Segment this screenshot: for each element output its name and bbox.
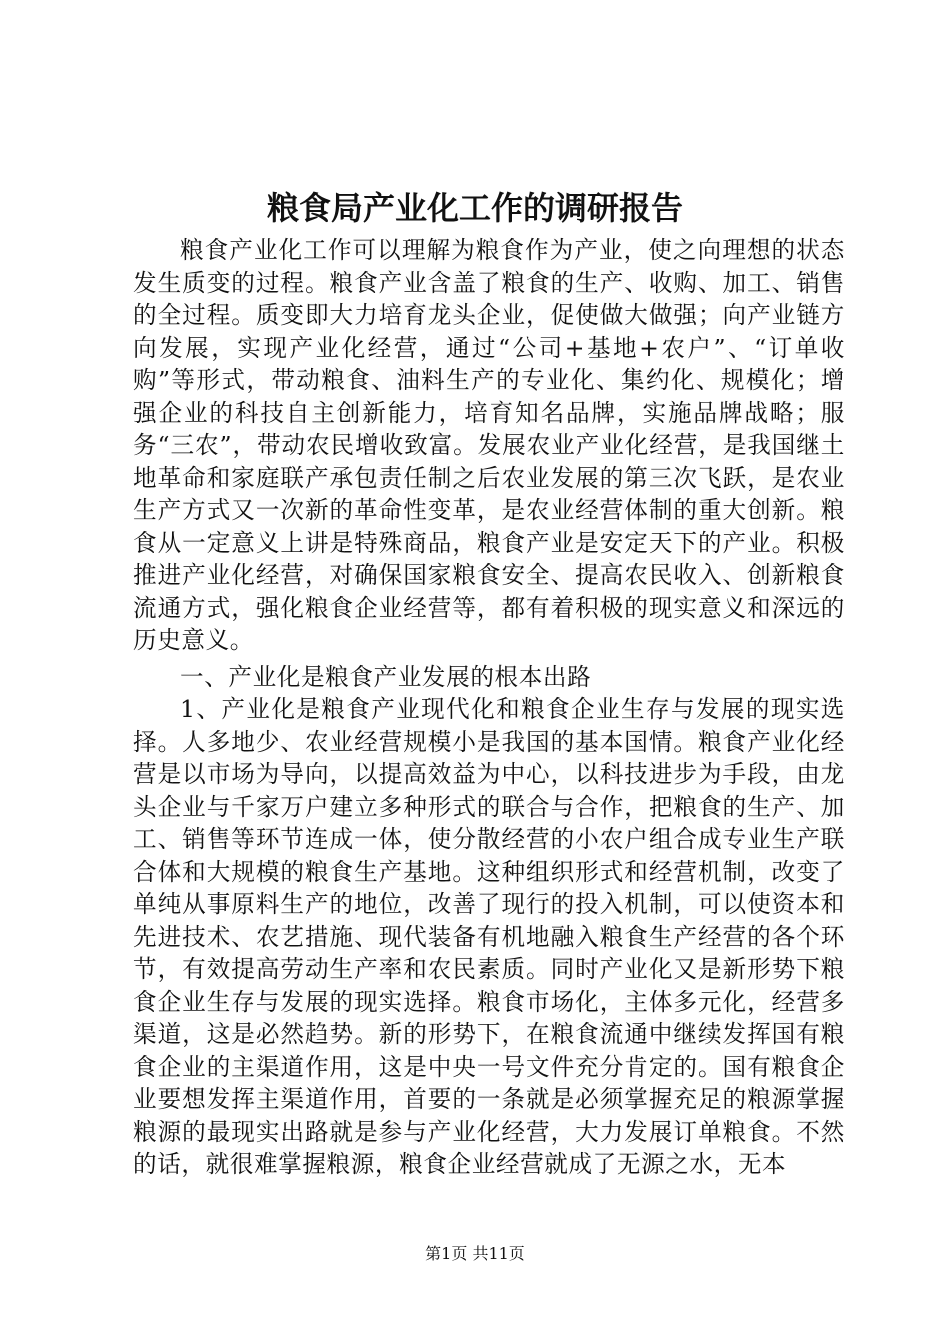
body-paragraph: 1、产业化是粮食产业现代化和粮食企业生存与发展的现实选择。人多地少、农业经营规模小是我国的基本国情。粮食产业化经营是以市场为导向，以提高效益为中心，以科技进步为手段，由龙头企业与千家万户建立多种形式的联合与合作，把粮食的生产、加工、销售等环节连成一体，使分散经营的小农户组合成专业生产联合体和大规模的粮食生产基地。这种组织形式和经营机制，改变了单纯从事原料生产的地位，改善了现行的投入机制，可以使资本和先进技术、农艺措施、现代装备有机地融入粮食生产经营的各个环节，有效提高劳动生产率和农民素质。同时产业化又是新形势下粮食企业生存与发展的现实选择。粮食市场化，主体多元化，经营多渠道，这是必然趋势。新的形势下，在粮食流通中继续发挥国有粮食企业的主渠道作用，这是中央一号文件充分肯定的。国有粮食企业要想发挥主渠道作用，首要的一条就是必须掌握充足的粮源掌握粮源的最现实出路就是参与产业化经营，大力发展订单粮食。不然的话，就很难掌握粮源，粮食企业经营就成了无源之水，无本 [133,695,845,1178]
page-footer: 第1页 共11页 [425,1244,525,1263]
document-title: 粮食局产业化工作的调研报告 [266,189,683,227]
section-heading: 一、产业化是粮食产业发展的根本出路 [180,663,592,691]
intro-paragraph: 粮食产业化工作可以理解为粮食作为产业，使之向理想的状态发生质变的过程。粮食产业含盖了粮食的生产、收购、加工、销售的全过程。质变即大力培育龙头企业，促使做大做强；向产业链方向发展，实现产业化经营，通过“公司+基地+农户”、“订单收购”等形式，带动粮食、油料生产的专业化、集约化、规模化；增强企业的科技自主创新能力，培育知名品牌，实施品牌战略；服务“三农”，带动农民增收致富。发展农业产业化经营，是我国继土地革命和家庭联产承包责任制之后农业发展的第三次飞跃，是农业生产方式又一次新的革命性变革，是农业经营体制的重大创新。粮食从一定意义上讲是特殊商品，粮食产业是安定天下的产业。积极推进产业化经营，对确保国家粮食安全、提高农民收入、创新粮食流通方式，强化粮食企业经营等，都有着积极的现实意义和深远的历史意义。 [133,236,845,654]
